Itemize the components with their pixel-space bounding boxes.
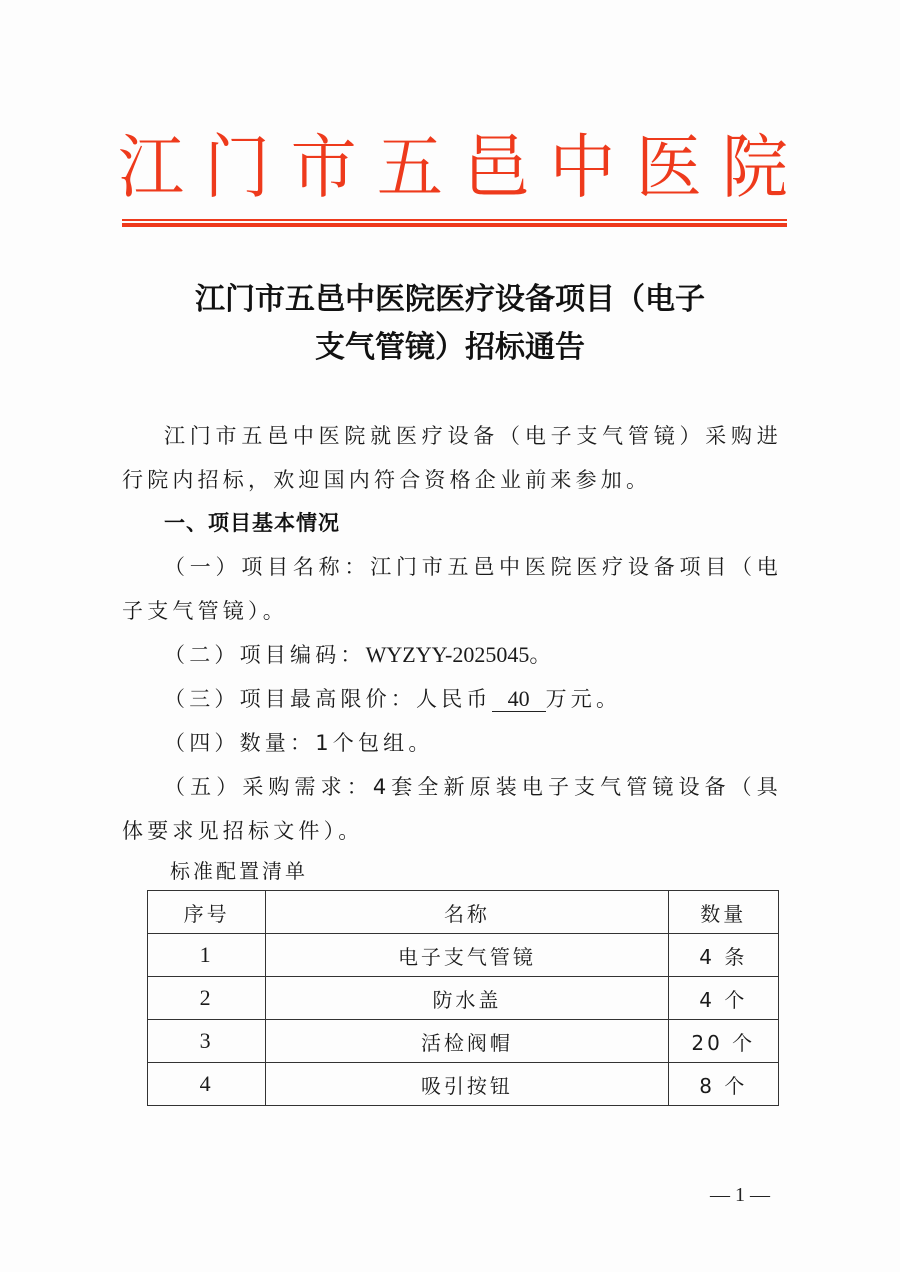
cell-quantity: 20 个 xyxy=(668,1020,778,1063)
intro-paragraph: 江门市五邑中医院就医疗设备（电子支气管镜）采购进行院内招标，欢迎国内符合资格企业前来参加。 xyxy=(122,424,782,492)
masthead-char: 中 xyxy=(549,127,616,208)
table-row xyxy=(148,1063,779,1106)
price-amount: 40 xyxy=(492,687,546,712)
cell-index: 3 xyxy=(148,1020,266,1063)
cell-index: 1 xyxy=(148,934,266,977)
item-value: 1个包组。 xyxy=(315,731,434,755)
item-label: （三）项目最高限价： xyxy=(164,687,416,711)
page-number: — 1 — xyxy=(710,1184,770,1206)
section-heading-basic-info: 一、项目基本情况 xyxy=(164,511,340,535)
document-title xyxy=(120,276,780,372)
item-project-code xyxy=(122,633,782,677)
table-header-row xyxy=(148,891,779,934)
masthead-divider-thick xyxy=(122,223,787,227)
item-value: 4套全新原装电子支气管镜设备（具体要求见招标文件）。 xyxy=(122,775,782,843)
masthead-char: 门 xyxy=(204,127,271,208)
cell-name: 防水盖 xyxy=(266,977,668,1020)
item-project-name xyxy=(122,545,782,633)
cell-index: 2 xyxy=(148,977,266,1020)
masthead-char: 江 xyxy=(118,127,184,208)
header-index: 序号 xyxy=(148,891,266,934)
masthead-char: 五 xyxy=(376,127,443,208)
item-label: （一）项目名称： xyxy=(164,555,371,579)
header-name: 名称 xyxy=(266,891,668,934)
masthead-org-name xyxy=(118,128,788,208)
cell-index: 4 xyxy=(148,1063,266,1106)
table-row xyxy=(148,1020,779,1063)
table-caption: 标准配置清单 xyxy=(170,859,308,883)
cell-quantity: 4 个 xyxy=(668,977,778,1020)
price-unit: 万元。 xyxy=(545,687,622,711)
item-label: （四）数量： xyxy=(164,731,316,755)
item-procurement-requirement xyxy=(122,765,782,853)
item-quantity xyxy=(122,721,782,765)
header-quantity: 数量 xyxy=(668,891,778,934)
cell-quantity: 4 条 xyxy=(668,934,778,977)
standard-config-table xyxy=(147,890,779,1106)
cell-name: 活检阀帽 xyxy=(266,1020,668,1063)
title-line-2: 支气管镜）招标通告 xyxy=(315,330,585,365)
item-max-price xyxy=(122,677,782,721)
masthead-char: 医 xyxy=(635,127,702,208)
masthead-char: 市 xyxy=(290,127,357,208)
cell-name: 吸引按钮 xyxy=(266,1063,668,1106)
item-value: 江门市五邑中医院医疗设备项目（电子支气管镜）。 xyxy=(122,555,782,623)
item-label: （五）采购需求： xyxy=(164,775,373,799)
masthead-char: 院 xyxy=(721,127,788,208)
masthead-divider-thin xyxy=(122,219,787,221)
item-value: WYZYY-2025045。 xyxy=(365,642,552,667)
masthead-char: 邑 xyxy=(463,127,530,208)
table-row xyxy=(148,934,779,977)
cell-name: 电子支气管镜 xyxy=(266,934,668,977)
item-label: （二）项目编码： xyxy=(164,643,366,667)
cell-quantity: 8 个 xyxy=(668,1063,778,1106)
table-row xyxy=(148,977,779,1020)
title-line-1: 江门市五邑中医院医疗设备项目（电子 xyxy=(195,282,705,317)
price-currency: 人民币 xyxy=(416,687,492,711)
